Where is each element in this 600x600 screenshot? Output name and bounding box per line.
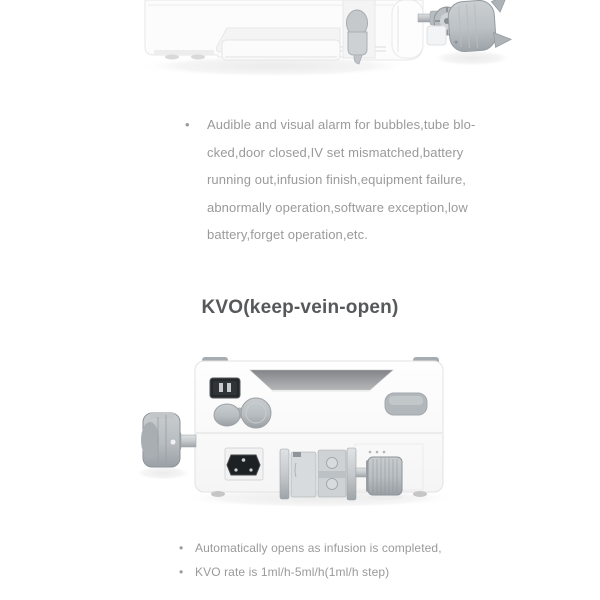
kvo-feature-text: KVO rate is 1ml/h-5ml/h(1ml/h step) xyxy=(195,565,390,579)
ac-power-inlet xyxy=(225,448,263,480)
alarm-feature-line: battery,forget operation,etc. xyxy=(207,227,368,242)
kvo-feature-list xyxy=(179,536,442,584)
bullet-marker: • xyxy=(185,117,190,132)
alarm-feature-line: cked,door closed,IV set mismatched,battery xyxy=(207,144,464,160)
alarm-feature-line: Audible and visual alarm for bubbles,tube blo- xyxy=(207,117,476,132)
port-cover xyxy=(385,393,427,415)
foot xyxy=(211,491,225,497)
power-switch xyxy=(210,378,240,398)
pole-clamp-knob xyxy=(447,0,512,53)
pole-clamp-screw-assembly xyxy=(418,0,512,53)
alarm-feature-line: running out,infusion finish,equipment failure, xyxy=(207,172,466,187)
kvo-feature-text: Automatically opens as infusion is completed, xyxy=(195,541,442,555)
carry-handle-recess xyxy=(250,370,393,390)
alarm-feature-line: abnormally operation,software exception,low xyxy=(207,199,468,215)
alarm-feature-section xyxy=(184,111,490,249)
pole-clamp-side-knob xyxy=(141,413,196,467)
clamp-screw-knob xyxy=(366,457,403,500)
foot xyxy=(413,491,427,497)
pump-bottom-rear-illustration xyxy=(130,0,515,100)
pump-body-bottom xyxy=(145,0,423,60)
kvo-section-heading: KVO(keep-vein-open) xyxy=(201,297,399,318)
list-item xyxy=(179,536,442,560)
bullet-marker: • xyxy=(179,541,184,555)
list-item xyxy=(179,560,442,584)
product-image-back xyxy=(130,345,470,530)
bullet-marker: • xyxy=(179,565,184,579)
product-image-top xyxy=(130,0,515,100)
pump-back-illustration xyxy=(130,345,470,530)
